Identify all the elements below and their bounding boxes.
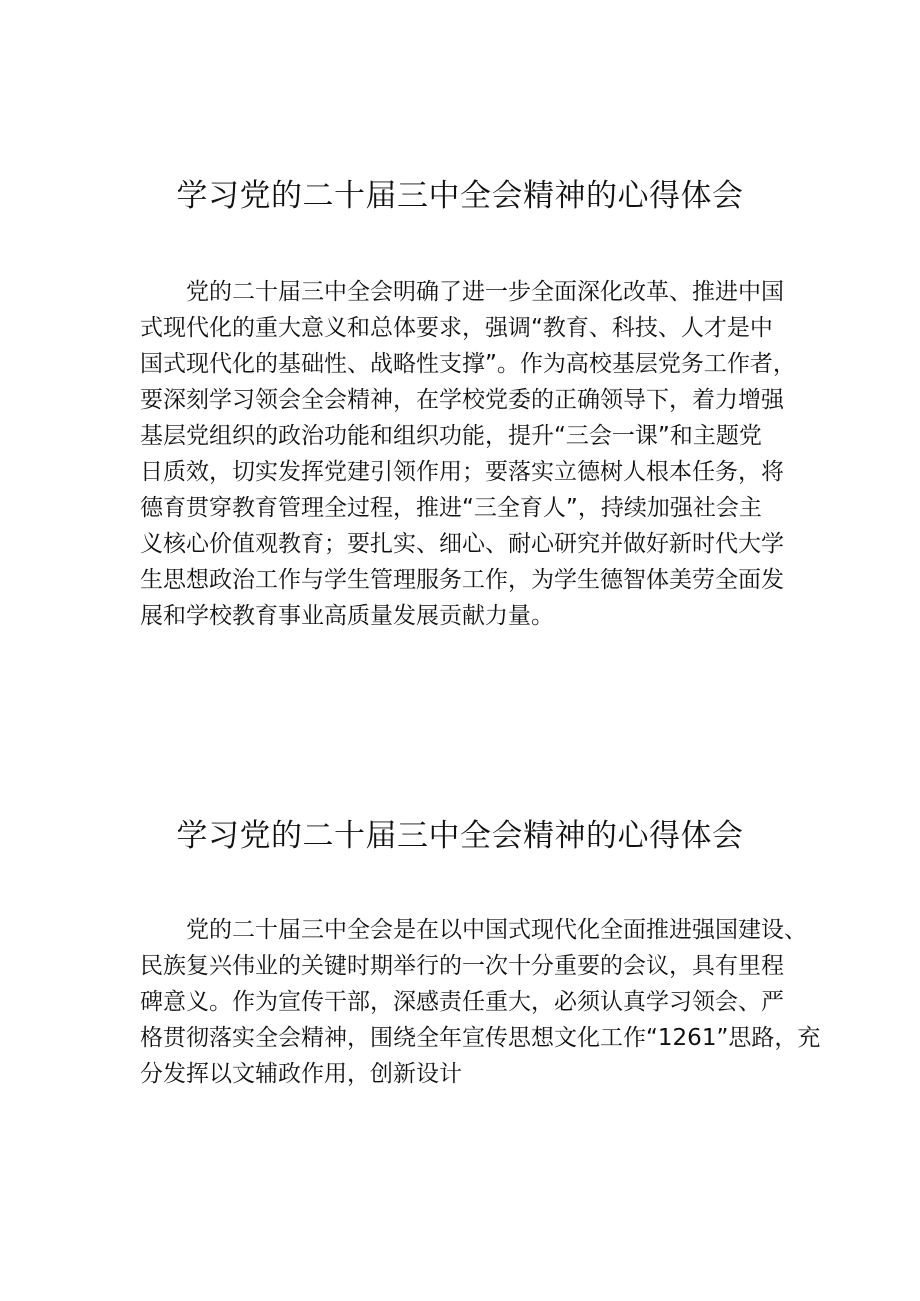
section-title-1: 学习党的二十届三中全会精神的心得体会	[176, 178, 744, 214]
paragraph-line: 分发挥以文辅政作用，创新设计	[140, 1061, 462, 1087]
paragraph-line: 要深刻学习领会全会精神，在学校党委的正确领导下，着力增强	[140, 387, 784, 413]
paragraph-line: 碑意义。作为宣传干部，深感责任重大，必须认真学习领会、严	[140, 989, 784, 1015]
section-paragraph-1	[140, 274, 820, 634]
paragraph-line: 义核心价值观教育；要扎实、细心、耐心研究并做好新时代大学	[140, 531, 784, 557]
paragraph-line: 生思想政治工作与学生管理服务工作，为学生德智体美劳全面发	[140, 567, 784, 593]
paragraph-line: 党的二十届三中全会明确了进一步全面深化改革、推进中国	[140, 279, 784, 305]
paragraph-line: 基层党组织的政治功能和组织功能，提升“三会一课”和主题党	[140, 423, 762, 449]
paragraph-line: 党的二十届三中全会是在以中国式现代化全面推进强国建设、	[140, 917, 807, 943]
paragraph-line: 民族复兴伟业的关键时期举行的一次十分重要的会议，具有里程	[140, 953, 784, 979]
section-paragraph-2	[140, 912, 820, 1092]
paragraph-line: 式现代化的重大意义和总体要求，强调“教育、科技、人才是中	[140, 315, 773, 341]
paragraph-line: 日质效，切实发挥党建引领作用；要落实立德树人根本任务，将	[140, 459, 784, 485]
paragraph-line: 展和学校教育事业高质量发展贡献力量。	[140, 603, 554, 629]
section-title-2: 学习党的二十届三中全会精神的心得体会	[176, 818, 744, 854]
paragraph-line: 德育贯穿教育管理全过程，推进“三全育人”，持续加强社会主	[140, 495, 762, 521]
paragraph-line: 格贯彻落实全会精神，围绕全年宣传思想文化工作“1261”思路，充	[140, 1025, 820, 1051]
paragraph-line: 国式现代化的基础性、战略性支撑”。作为高校基层党务工作者，	[140, 351, 796, 377]
